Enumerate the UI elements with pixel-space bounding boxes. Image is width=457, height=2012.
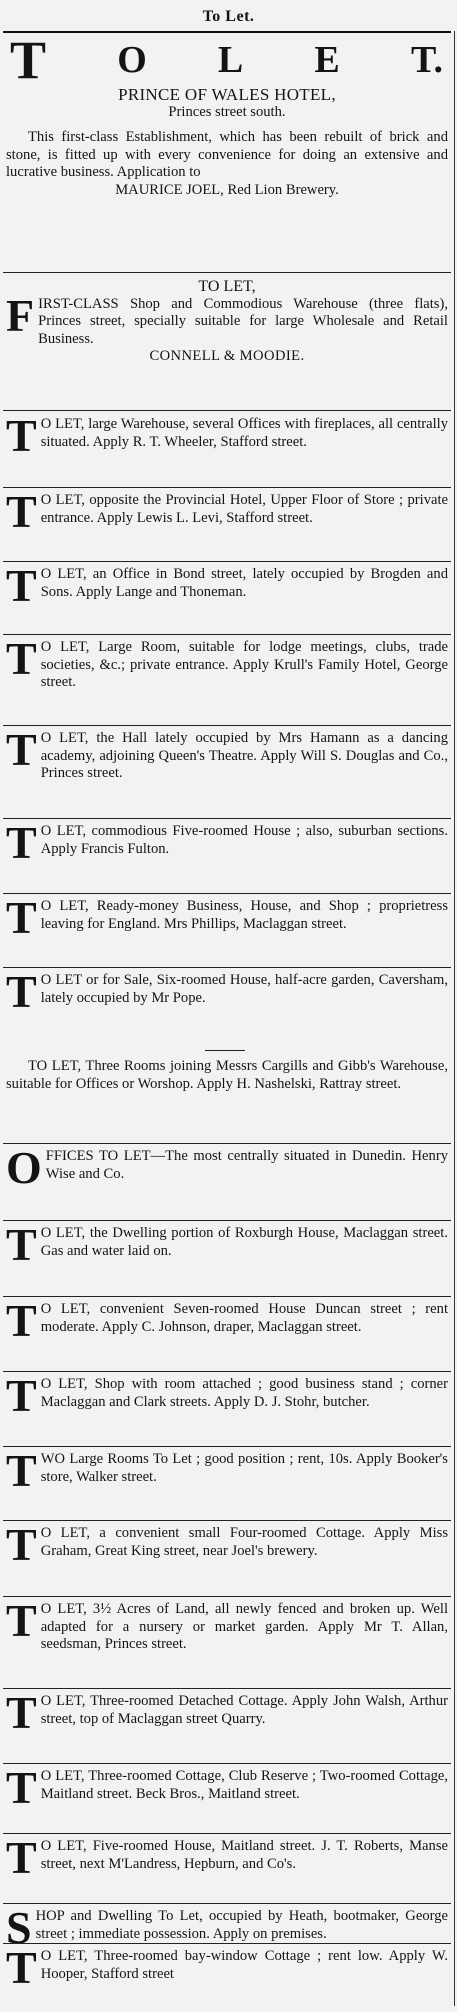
- rule: [3, 893, 451, 894]
- drop-cap: T: [6, 1295, 37, 1346]
- rule: [3, 967, 451, 968]
- heading-letter: T.: [410, 39, 443, 81]
- drop-cap: T: [6, 1832, 37, 1883]
- ad-text: O LET, Five-roomed House, Maitland street. J. T. Roberts, Manse street, next M'Landress, Hepburn, and Co's.: [40, 1838, 448, 1872]
- drop-cap: S: [6, 1902, 32, 1953]
- ad-text: O LET, Three-roomed Detached Cottage. Apply John Walsh, Arthur street, top of Maclaggan street Quarry.: [40, 1693, 448, 1727]
- classified-ad: [6, 966, 448, 1017]
- hotel-ad: [6, 86, 448, 199]
- rule: [3, 487, 451, 488]
- rule: [3, 1220, 451, 1221]
- classified-ad: [6, 410, 448, 461]
- rule: [3, 634, 451, 635]
- ad-text: O LET, the Dwelling portion of Roxburgh House, Maclaggan street. Gas and water laid on.: [40, 1225, 448, 1259]
- hotel-location: Princes street south.: [168, 103, 286, 120]
- shop-heading: TO LET,: [198, 278, 256, 295]
- ad-text: O LET, an Office in Bond street, lately occupied by Brogden and Sons. Apply Lange and Thoneman.: [40, 566, 448, 600]
- drop-cap: T: [6, 1595, 37, 1646]
- rule: [3, 1520, 451, 1521]
- rule: [3, 1903, 451, 1904]
- classified-ad: [6, 1142, 448, 1193]
- classified-ad: [6, 1445, 448, 1496]
- classified-ad: [6, 724, 448, 783]
- classified-ad: [6, 1058, 448, 1093]
- classified-ad: [6, 892, 448, 943]
- classified-ad: [6, 817, 448, 868]
- shop-signature: CONNELL & MOODIE.: [149, 348, 305, 364]
- drop-cap: T: [6, 410, 37, 461]
- classified-ad: [6, 560, 448, 611]
- rule: [3, 1943, 451, 1944]
- ad-text: O LET or for Sale, Six-roomed House, half-acre garden, Caversham, lately occupied by Mr Pope.: [40, 972, 448, 1006]
- heading-letter: T: [10, 30, 47, 90]
- classified-ad: [6, 1687, 448, 1738]
- classified-ad: [6, 1762, 448, 1813]
- ad-text: O LET, the Hall lately occupied by Mrs Hamann as a dancing academy, adjoining Queen's Theatre. Apply Will S. Douglas and Co., Princes street.: [40, 730, 448, 781]
- column-border: [454, 31, 455, 2006]
- hotel-contact: MAURICE JOEL, Red Lion Brewery.: [115, 181, 339, 198]
- ad-text: O LET, commodious Five-roomed House ; also, suburban sections. Apply Francis Fulton.: [40, 823, 448, 857]
- rule: [3, 725, 451, 726]
- separator-dash: [205, 1050, 245, 1051]
- ad-text: HOP and Dwelling To Let, occupied by Heath, bootmaker, George street ; immediate possession. Apply on premises.: [35, 1908, 448, 1942]
- ad-text: WO Large Rooms To Let ; good position ; rent, 10s. Apply Booker's store, Walker street.: [40, 1451, 448, 1485]
- classified-ad: [6, 486, 448, 537]
- classified-ad: [6, 1519, 448, 1570]
- drop-cap: T: [6, 724, 37, 775]
- ad-text: FFICES TO LET—The most centrally situated in Dunedin. Henry Wise and Co.: [45, 1148, 448, 1182]
- classified-ad: [6, 1832, 448, 1883]
- ad-text: O LET, a convenient small Four-roomed Cottage. Apply Miss Graham, Great King street, near Joel's brewery.: [40, 1525, 448, 1559]
- drop-cap: T: [6, 1219, 37, 1270]
- drop-cap: T: [6, 1942, 37, 1993]
- rule: [3, 1143, 451, 1144]
- drop-cap: T: [6, 1687, 37, 1738]
- classified-ad: [6, 1595, 448, 1654]
- shop-ad: [6, 278, 448, 366]
- heading-letter: O: [117, 39, 147, 81]
- rule: [3, 561, 451, 562]
- rule: [3, 1763, 451, 1764]
- shop-body: IRST-CLASS Shop and Commodious Warehouse (three flats), Princes street, specially suitable for large Wholesale and Retail Business.: [38, 295, 448, 347]
- ad-text: O LET, Three-roomed Cottage, Club Reserve ; Two-roomed Cottage, Maitland street. Beck Bros., Maitland street.: [40, 1768, 448, 1802]
- drop-cap: T: [6, 1370, 37, 1421]
- ad-text: TO LET, Three Rooms joining Messrs Cargills and Gibb's Warehouse, suitable for Offices or Worshop. Apply H. Nashelski, Rattray street.: [6, 1058, 448, 1092]
- rule: [3, 1833, 451, 1834]
- drop-cap: T: [6, 1762, 37, 1813]
- section-title: To Let.: [202, 8, 255, 25]
- ad-text: O LET, large Warehouse, several Offices with fireplaces, all centrally situated. Apply R. T. Wheeler, Stafford street.: [40, 416, 448, 450]
- ad-text: O LET, Shop with room attached ; good business stand ; corner Maclaggan and Clark streets. Apply D. J. Stohr, butcher.: [40, 1376, 448, 1410]
- classified-ad: [6, 633, 448, 692]
- drop-cap: T: [6, 560, 37, 611]
- rule: [3, 1596, 451, 1597]
- classified-ad: [6, 1902, 448, 1953]
- drop-cap: T: [6, 486, 37, 537]
- rule: [3, 1371, 451, 1372]
- ad-text: O LET, convenient Seven-roomed House Duncan street ; rent moderate. Apply C. Johnson, draper, Maclaggan street.: [40, 1301, 448, 1335]
- ad-text: O LET, Three-roomed bay-window Cottage ; rent low. Apply W. Hooper, Stafford street: [40, 1948, 448, 1982]
- heading-letter: E: [314, 39, 340, 81]
- hotel-name: PRINCE OF WALES HOTEL,: [118, 85, 336, 104]
- ad-text: O LET, opposite the Provincial Hotel, Upper Floor of Store ; private entrance. Apply Lewis L. Levi, Stafford street.: [40, 492, 448, 526]
- classified-ad: [6, 1942, 448, 1993]
- hotel-spaced-heading: [0, 30, 457, 90]
- drop-cap: T: [6, 817, 37, 868]
- rule: [3, 410, 451, 411]
- rule: [3, 272, 451, 273]
- ad-text: O LET, Ready-money Business, House, and Shop ; proprietress leaving for England. Mrs Phillips, Maclaggan street.: [40, 898, 448, 932]
- classified-ad: [6, 1295, 448, 1346]
- rule: [3, 1688, 451, 1689]
- ad-text: O LET, Large Room, suitable for lodge meetings, clubs, trade societies, &c.; private entrance. Apply Krull's Family Hotel, George street.: [40, 639, 448, 690]
- drop-cap: T: [6, 633, 37, 684]
- drop-cap: T: [6, 892, 37, 943]
- top-rule: [3, 31, 451, 33]
- rule: [3, 1446, 451, 1447]
- classified-ad: [6, 1219, 448, 1270]
- hotel-body: This first-class Establishment, which has been rebuilt of brick and stone, is fitted up with every convenience for doing an extensive and lucrative business. Application to: [6, 129, 448, 180]
- classified-ad: [6, 1370, 448, 1421]
- drop-cap: T: [6, 1519, 37, 1570]
- drop-cap: T: [6, 966, 37, 1017]
- drop-cap: F: [6, 289, 35, 341]
- rule: [3, 1296, 451, 1297]
- drop-cap: O: [6, 1142, 42, 1193]
- rule: [3, 818, 451, 819]
- heading-letter: L: [217, 39, 244, 81]
- drop-cap: T: [6, 1445, 37, 1496]
- ad-text: O LET, 3½ Acres of Land, all newly fenced and broken up. Well adapted for a nursery or market garden. Apply Mr T. Allan, seedsman, Princes street.: [40, 1601, 448, 1652]
